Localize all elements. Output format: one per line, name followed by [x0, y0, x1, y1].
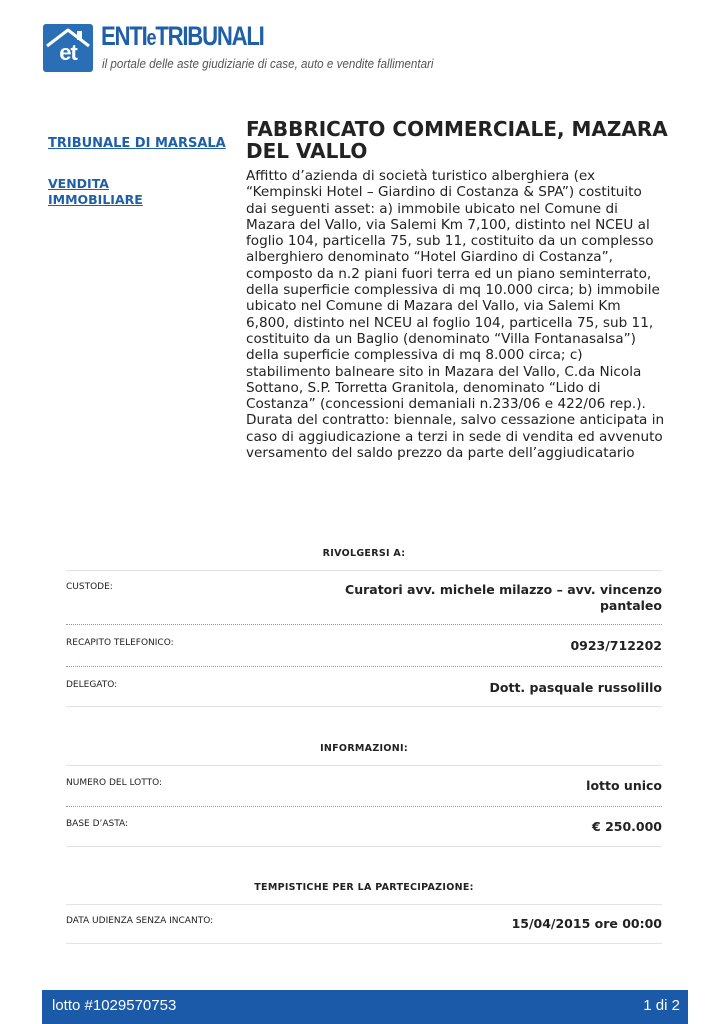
- court-link[interactable]: TRIBUNALE DI MARSALA: [48, 136, 226, 151]
- divider: [66, 624, 662, 625]
- sidebar: [48, 136, 238, 208]
- lot-id: lotto #1029570753: [52, 997, 177, 1014]
- logo-badge: [43, 24, 93, 72]
- page-indicator: 1 di 2: [643, 997, 680, 1014]
- divider: [66, 943, 662, 944]
- custode-value: Curatori avv. michele milazzo – avv. vincenzo pantaleo: [345, 582, 662, 613]
- divider: [66, 846, 662, 847]
- logo-badge-text: et: [59, 40, 77, 65]
- delegato-value: Dott. pasquale russolillo: [489, 680, 662, 695]
- divider: [66, 765, 662, 766]
- contacts-heading: RIVOLGERSI A:: [322, 548, 406, 559]
- listing-description: Affitto d’azienda di società turistico alberghiera (ex “Kempinski Hotel – Giardino di Costanza & SPA”) costituito dai seguenti asset: a) immobile ubicato nel Comune di Mazara del Vallo, via Salemi Km 7,100, distinto nel NCEU al foglio 104, particella 75, sub 11, costituito da un complesso alberghiero denominato “Hotel Giardino di Costanza”, composto da n.2 piani fuori terra ed un piano seminterrato, della superficie complessiva di mq 10.000 circa; b) immobile ubicato nel Comune di Mazara del Vallo, via Salemi Km 6,800, distinto nel NCEU al foglio 104, particella 75, sub 11, costituito da un Baglio (denominato “Villa Fontanasalsa”) della superficie complessiva di mq 8.000 circa; c) stabilimento balneare sito in Mazara del Vallo, C.da Nicola Sottano, S.P. Torretta Granitola, denominato “Lido di Costanza” (concessioni demaniali n.233/06 e 422/06 rep.). Durata del contratto: biennale, salvo cessazione anticipata in caso di aggiudicazione a terzi in sede di vendita ed avvenuto versamento del saldo prezzo da parte dell’aggiudicatario: [246, 168, 665, 462]
- phone-label: RECAPITO TELEFONICO:: [66, 638, 174, 648]
- divider: [66, 706, 662, 707]
- brand-tagline: il portale delle aste giudiziarie di case, auto e vendite fallimentari: [102, 57, 434, 71]
- footer-bar: [42, 990, 688, 1024]
- delegato-label: DELEGATO:: [66, 680, 118, 690]
- phone-value: 0923/712202: [570, 638, 662, 653]
- custode-label: CUSTODE:: [66, 582, 113, 592]
- base-asta-label: BASE D’ASTA:: [66, 819, 129, 829]
- udienza-label: DATA UDIENZA SENZA INCANTO:: [66, 916, 214, 926]
- divider: [66, 666, 662, 667]
- info-heading: INFORMAZIONI:: [320, 743, 408, 754]
- divider: [66, 904, 662, 905]
- udienza-value: 15/04/2015 ore 00:00: [511, 916, 662, 931]
- timing-heading: TEMPISTICHE PER LA PARTECIPAZIONE:: [254, 882, 474, 893]
- brand-name: ENTIeTRIBUNALI: [101, 21, 264, 51]
- page-title: FABBRICATO COMMERCIALE, MAZARA DEL VALLO: [246, 117, 668, 163]
- lotto-value: lotto unico: [586, 778, 662, 793]
- divider: [66, 570, 662, 571]
- site-logo[interactable]: [43, 21, 443, 76]
- lotto-label: NUMERO DEL LOTTO:: [66, 778, 163, 788]
- divider: [66, 806, 662, 807]
- category-link[interactable]: VENDITA IMMOBILIARE: [48, 176, 143, 207]
- base-asta-value: € 250.000: [592, 819, 662, 834]
